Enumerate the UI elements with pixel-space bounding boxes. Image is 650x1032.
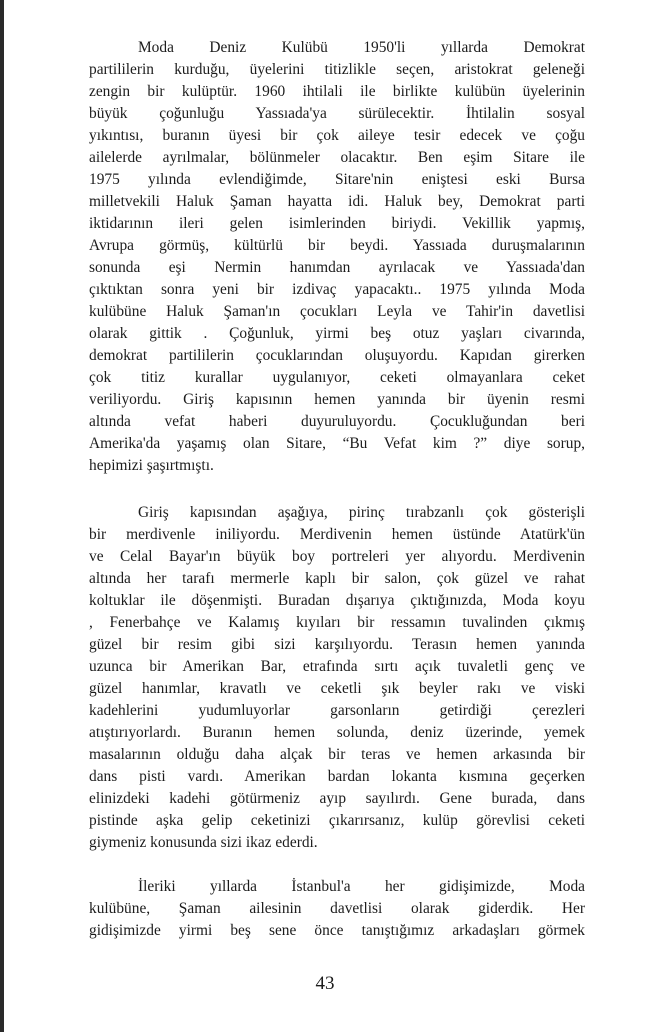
text-line: ailelerde ayrılmalar, bölünmeler olacaktır. Ben eşim Sitare ile: [89, 149, 585, 166]
text-line: 1975 yılında evlendiğimde, Sitare'nin eniştesi eski Bursa: [89, 171, 585, 188]
paragraph-2: [89, 502, 585, 854]
text-line: Amerika'da yaşamış olan Sitare, “Bu Vefat kim ?” diye sorup,: [89, 435, 585, 452]
text-line: elinizdeki kadehi götürmeniz ayıp sayılırdı. Gene burada, dans: [89, 790, 585, 807]
text-line: büyük çoğunluğu Yassıada'ya sürülecektir. İhtilalin sosyal: [89, 105, 585, 122]
text-line: , Fenerbahçe ve Kalamış kıyıları bir ressamın tuvalinden çıkmış: [89, 614, 585, 631]
text-line: partililerin kurduğu, üyelerini titizlikle seçen, aristokrat geleneği: [89, 61, 585, 78]
text-line: milletvekili Haluk Şaman hayatta idi. Haluk bey, Demokrat parti: [89, 193, 585, 210]
text-line: altında her tarafı mermerle kaplı bir salon, çok güzel ve rahat: [89, 570, 585, 587]
paragraph-3: [89, 876, 585, 942]
page-number: 43: [315, 973, 335, 994]
text-line: güzel hanımlar, kravatlı ve ceketli şık beyler rakı ve viski: [89, 680, 585, 697]
text-line: zengin bir kulüptür. 1960 ihtilali ile birlikte kulübün üyelerinin: [89, 83, 585, 100]
text-line: pistinde aşka gelip ceketinizi çıkarırsanız, kulüp görevlisi ceketi: [89, 812, 585, 829]
text-line: kulübüne, Şaman ailesinin davetlisi olarak giderdik. Her: [89, 900, 585, 917]
text-line: uzunca bir Amerikan Bar, etrafında sırtı açık tuvaletli genç ve: [89, 658, 585, 675]
text-line: olarak gittik . Çoğunluk, yirmi beş otuz yaşları civarında,: [89, 325, 585, 342]
text-line: koltuklar ile döşenmişti. Buradan dışarıya çıktığınızda, Moda koyu: [89, 592, 585, 609]
text-line: iktidarının ileri gelen isimlerinden biriydi. Vekillik yapmış,: [89, 215, 585, 232]
text-line: veriliyordu. Giriş kapısının hemen yanında bir üyenin resmi: [89, 391, 585, 408]
text-line: altında vefat haberi duyuruluyordu. Çocukluğundan beri: [89, 413, 585, 430]
text-line: sonunda eşi Nermin hanımdan ayrılacak ve Yassıada'dan: [89, 259, 585, 276]
text-line: giymeniz konusunda sizi ikaz ederdi.: [89, 834, 318, 851]
paragraph-1: [89, 37, 585, 477]
text-line: demokrat partililerin çocuklarından oluşuyordu. Kapıdan girerken: [89, 347, 585, 364]
text-line: çıktıktan sonra yeni bir izdivaç yapacaktı.. 1975 yılında Moda: [89, 281, 585, 298]
text-line: Avrupa görmüş, kültürlü bir beydi. Yassıada duruşmalarının: [89, 237, 585, 254]
text-line: Giriş kapısından aşağıya, pirinç tırabzanlı çok gösterişli: [138, 504, 585, 521]
text-line: İleriki yıllarda İstanbul'a her gidişimizde, Moda: [138, 878, 585, 895]
text-line: gidişimizde yirmi beş sene önce tanıştığımız arkadaşları görmek: [89, 922, 585, 939]
text-line: masalarının olduğu daha alçak bir teras ve hemen arkasında bir: [89, 746, 585, 763]
text-line: bir merdivenle iniliyordu. Merdivenin hemen üstünde Atatürk'ün: [89, 526, 585, 543]
text-line: Moda Deniz Kulübü 1950'li yıllarda Demokrat: [138, 39, 585, 56]
text-line: dans pisti vardı. Amerikan bardan lokanta kısmına geçerken: [89, 768, 585, 785]
text-line: çok titiz kurallar uygulanıyor, ceketi olmayanlara ceket: [89, 369, 585, 386]
text-line: kulübüne Haluk Şaman'ın çocukları Leyla ve Tahir'in davetlisi: [89, 303, 585, 320]
text-line: atıştırıyorlardı. Buranın hemen solunda, deniz üzerinde, yemek: [89, 724, 585, 741]
text-line: kadehlerini yudumluyorlar garsonların getirdiği çerezleri: [89, 702, 585, 719]
text-line: yıkıntısı, buranın üyesi bir çok aileye tesir edecek ve çoğu: [89, 127, 585, 144]
text-line: ve Celal Bayar'ın büyük boy portreleri yer alıyordu. Merdivenin: [89, 548, 585, 565]
text-line: güzel bir resim gibi sizi karşılıyordu. Terasın hemen yanında: [89, 636, 585, 653]
page-edge: [0, 0, 4, 1032]
text-line: hepimizi şaşırtmıştı.: [89, 457, 214, 474]
